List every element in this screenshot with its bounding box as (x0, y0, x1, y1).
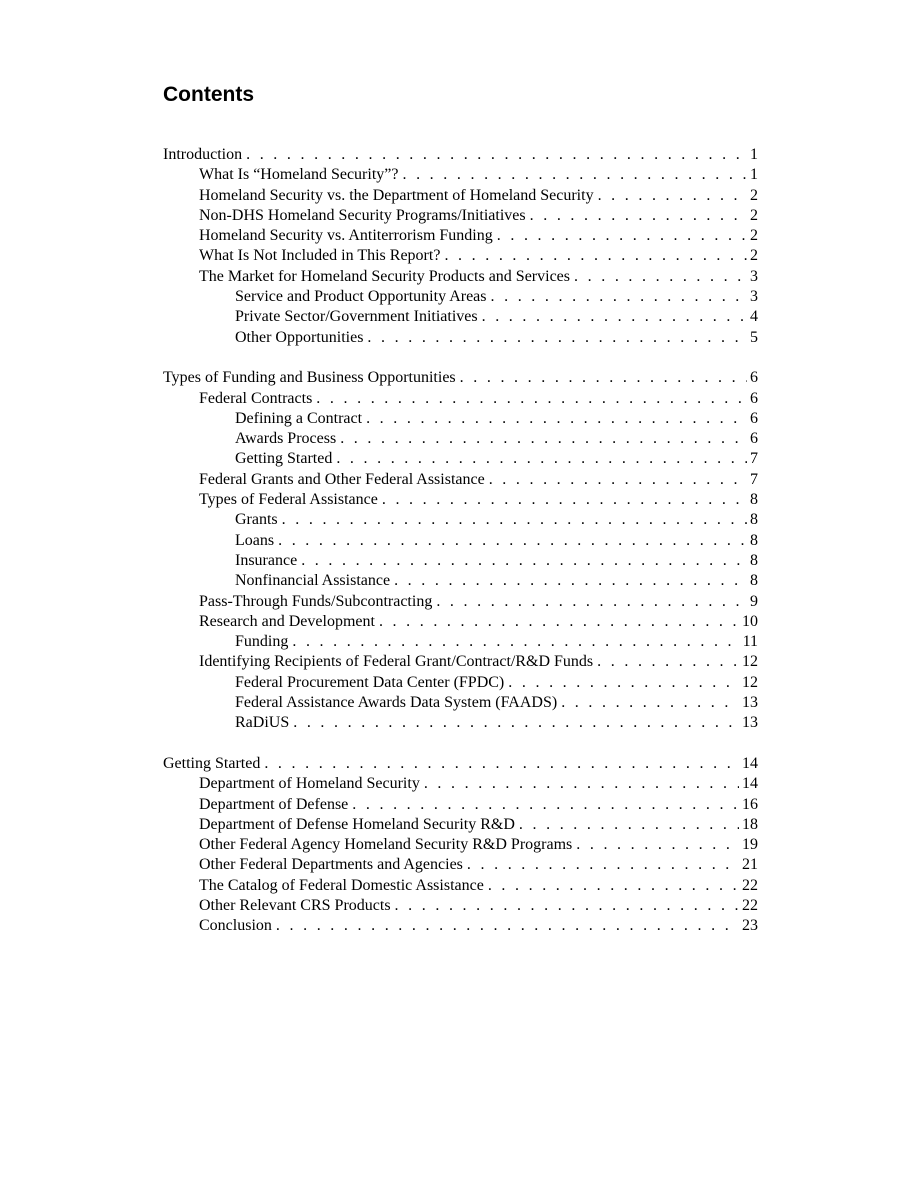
toc-entry[interactable] (163, 429, 758, 449)
toc-entry-label: What Is “Homeland Security”? (199, 166, 399, 184)
toc-entry-label: Insurance (235, 551, 298, 569)
dot-leader (482, 307, 747, 327)
toc-entry[interactable] (163, 815, 758, 835)
toc-section (163, 145, 758, 348)
toc-entry-label: Conclusion (199, 917, 272, 935)
toc-entry-page-number: 8 (750, 572, 758, 590)
toc-entry-page-number: 6 (750, 389, 758, 407)
toc-entry[interactable] (163, 307, 758, 327)
toc-entry-page-number: 12 (742, 673, 758, 691)
dot-leader (561, 693, 739, 713)
toc-entry-label: Nonfinancial Assistance (235, 572, 391, 590)
toc-entry-label: Federal Assistance Awards Data System (FAADS) (235, 694, 558, 712)
dot-leader (424, 774, 739, 794)
toc-entry-page-number: 8 (750, 531, 758, 549)
toc-entry-page-number: 2 (750, 247, 758, 265)
toc-entry[interactable] (163, 287, 758, 307)
toc-entry[interactable] (163, 916, 758, 936)
toc-entry-label: Identifying Recipients of Federal Grant/Contract/R&D Funds (199, 653, 594, 671)
dot-leader (460, 368, 747, 388)
toc-entry[interactable] (163, 592, 758, 612)
dot-leader (352, 795, 739, 815)
toc-entry-page-number: 4 (750, 308, 758, 326)
toc-entry-page-number: 2 (750, 227, 758, 245)
toc-entry-label: RaDiUS (235, 714, 290, 732)
toc-entry[interactable] (163, 632, 758, 652)
toc-entry-label: Defining a Contract (235, 409, 363, 427)
dot-leader (278, 531, 747, 551)
toc-entry-label: Getting Started (163, 754, 261, 772)
dot-leader (276, 916, 739, 936)
dot-leader (340, 429, 747, 449)
dot-leader (336, 449, 747, 469)
toc-entry-label: Other Opportunities (235, 328, 364, 346)
toc-entry-label: Department of Homeland Security (199, 775, 420, 793)
toc-entry-page-number: 18 (742, 815, 758, 833)
toc-entry[interactable] (163, 246, 758, 266)
toc-section (163, 754, 758, 937)
dot-leader (467, 855, 739, 875)
toc-entry[interactable] (163, 835, 758, 855)
dot-leader (293, 713, 739, 733)
toc-entry-label: Other Relevant CRS Products (199, 896, 391, 914)
toc-entry-label: Funding (235, 633, 289, 651)
toc-entry-page-number: 10 (742, 612, 758, 630)
toc-entry-label: Types of Federal Assistance (199, 491, 378, 509)
toc-entry-page-number: 7 (750, 470, 758, 488)
toc-entry-label: Grants (235, 511, 278, 529)
toc-entry[interactable] (163, 165, 758, 185)
toc-entry[interactable] (163, 673, 758, 693)
dot-leader (394, 571, 747, 591)
toc-entry-page-number: 8 (750, 511, 758, 529)
toc-entry[interactable] (163, 693, 758, 713)
dot-leader (489, 470, 747, 490)
toc-entry-label: The Market for Homeland Security Products and Services (199, 267, 571, 285)
toc-entry-label: Non-DHS Homeland Security Programs/Initiatives (199, 206, 526, 224)
toc-entry-label: Federal Contracts (199, 389, 313, 407)
dot-leader (436, 592, 747, 612)
toc-entry[interactable] (163, 551, 758, 571)
toc-section (163, 368, 758, 733)
toc-entry[interactable] (163, 795, 758, 815)
dot-leader (264, 754, 739, 774)
toc-entry[interactable] (163, 876, 758, 896)
toc-entry-page-number: 1 (750, 146, 758, 163)
toc-entry-page-number: 6 (750, 430, 758, 448)
toc-entry[interactable] (163, 652, 758, 672)
dot-leader (367, 328, 747, 348)
dot-leader (508, 673, 739, 693)
toc-entry[interactable] (163, 328, 758, 348)
page-title: Contents (163, 83, 254, 106)
dot-leader (379, 612, 739, 632)
dot-leader (598, 186, 747, 206)
dot-leader (491, 287, 748, 307)
toc-entry-page-number: 14 (742, 754, 758, 772)
toc-entry-label: Loans (235, 531, 275, 549)
dot-leader (292, 632, 739, 652)
dot-leader (497, 226, 747, 246)
toc-entry-label: Homeland Security vs. the Department of Homeland Security (199, 186, 594, 204)
toc-entry-label: Research and Development (199, 612, 375, 630)
toc-entry[interactable] (163, 713, 758, 733)
toc-entry-label: Department of Defense (199, 795, 349, 813)
toc-entry[interactable] (163, 267, 758, 287)
toc-entry-page-number: 2 (750, 186, 758, 204)
toc-entry-label: Types of Funding and Business Opportunities (163, 369, 456, 387)
toc-entry-page-number: 9 (750, 592, 758, 610)
toc-entry-page-number: 19 (742, 836, 758, 854)
toc-entry-page-number: 3 (750, 288, 758, 306)
toc-entry-page-number: 13 (742, 694, 758, 712)
toc-entry-page-number: 22 (742, 876, 758, 894)
toc-entry-label: The Catalog of Federal Domestic Assistance (199, 876, 484, 894)
toc-entry[interactable] (163, 754, 758, 774)
toc-entry-label: Pass-Through Funds/Subcontracting (199, 592, 433, 610)
toc-entry-page-number: 3 (750, 267, 758, 285)
dot-leader (574, 267, 747, 287)
toc-entry-page-number: 23 (742, 917, 758, 935)
toc-entry[interactable] (163, 449, 758, 469)
toc-entry-page-number: 6 (750, 369, 758, 387)
dot-leader (488, 876, 739, 896)
dot-leader (282, 510, 747, 530)
toc-entry-label: Other Federal Departments and Agencies (199, 856, 463, 874)
toc-entry-page-number: 16 (742, 795, 758, 813)
toc-entry-label: Private Sector/Government Initiatives (235, 308, 478, 326)
toc-entry[interactable] (163, 774, 758, 794)
dot-leader (366, 409, 747, 429)
toc-entry-page-number: 22 (742, 896, 758, 914)
toc-entry[interactable] (163, 186, 758, 206)
dot-leader (402, 165, 747, 185)
toc-entry[interactable] (163, 510, 758, 530)
toc-entry[interactable] (163, 855, 758, 875)
dot-leader (597, 652, 739, 672)
toc-entry-label: Department of Defense Homeland Security R&D (199, 815, 515, 833)
toc-entry[interactable] (163, 470, 758, 490)
toc-entry-page-number: 5 (750, 328, 758, 346)
toc-entry[interactable] (163, 612, 758, 632)
toc-entry-page-number: 2 (750, 206, 758, 224)
toc-entry-page-number: 11 (742, 633, 758, 651)
dot-leader (382, 490, 747, 510)
toc-entry[interactable] (163, 571, 758, 591)
toc-entry-page-number: 13 (742, 714, 758, 732)
toc-entry-page-number: 8 (750, 491, 758, 509)
toc-entry-label: What Is Not Included in This Report? (199, 247, 441, 265)
toc-entry[interactable] (163, 896, 758, 916)
toc-entry-page-number: 14 (742, 775, 758, 793)
dot-leader (519, 815, 739, 835)
toc-entry[interactable] (163, 368, 758, 388)
dot-leader (444, 246, 747, 266)
toc-entry-page-number: 7 (750, 450, 758, 468)
toc-entry-label: Service and Product Opportunity Areas (235, 288, 487, 306)
toc-entry[interactable] (163, 226, 758, 246)
toc-entry-label: Federal Grants and Other Federal Assistance (199, 470, 485, 488)
toc-entry-label: Federal Procurement Data Center (FPDC) (235, 673, 505, 691)
toc-entry[interactable] (163, 145, 758, 165)
toc-entry-label: Other Federal Agency Homeland Security R&D Programs (199, 836, 573, 854)
toc-entry-page-number: 6 (750, 409, 758, 427)
toc-entry-page-number: 12 (742, 653, 758, 671)
dot-leader (301, 551, 747, 571)
toc-entry[interactable] (163, 389, 758, 409)
dot-leader (246, 145, 747, 165)
dot-leader (530, 206, 747, 226)
dot-leader (316, 389, 747, 409)
dot-leader (576, 835, 739, 855)
toc-entry[interactable] (163, 409, 758, 429)
toc-entry[interactable] (163, 206, 758, 226)
toc-entry-label: Awards Process (235, 430, 337, 448)
toc-entry-label: Homeland Security vs. Antiterrorism Funding (199, 227, 493, 245)
toc-entry-page-number: 21 (742, 856, 758, 874)
toc-entry-page-number: 1 (750, 166, 758, 184)
toc-entry-page-number: 8 (750, 551, 758, 569)
toc-entry-label: Getting Started (235, 450, 333, 468)
toc-entry[interactable] (163, 531, 758, 551)
dot-leader (395, 896, 739, 916)
toc-entry[interactable] (163, 490, 758, 510)
toc-entry-label: Introduction (163, 146, 243, 163)
table-of-contents (163, 145, 758, 957)
